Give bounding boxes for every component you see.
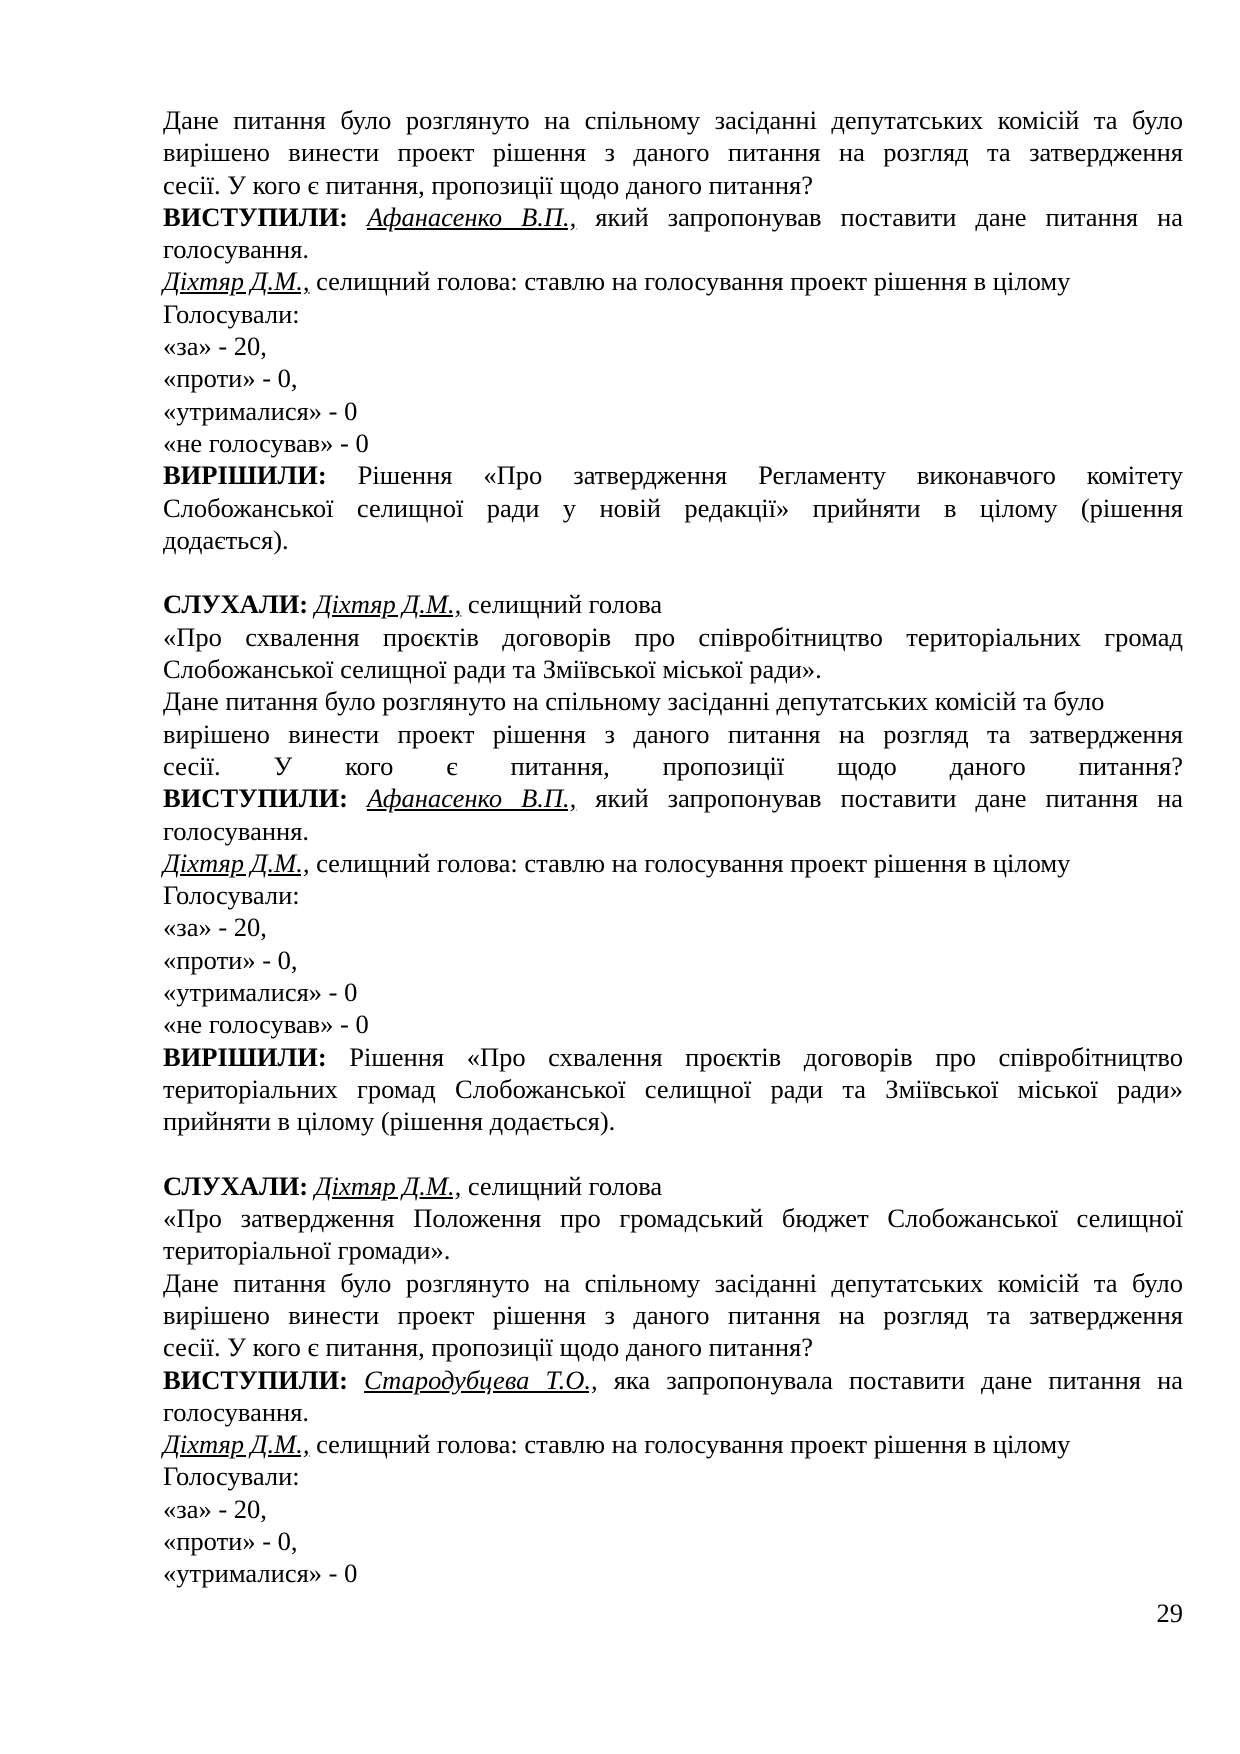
section-label-vyrishyly: ВИРІШИЛИ:: [163, 460, 327, 491]
speaker-text: селищний голова: ставлю на голосування проект рішення в цілому: [309, 1429, 1071, 1460]
blank-line: [163, 556, 1183, 588]
text-line: «проти» - 0,: [163, 944, 298, 975]
section-label-vystupyly: ВИСТУПИЛИ:: [163, 201, 348, 232]
section-label-vystupyly: ВИСТУПИЛИ:: [163, 783, 348, 814]
document-body: [163, 104, 1183, 1590]
text-line: «за» - 20,: [163, 912, 267, 943]
speaker-text: селищний голова: ставлю на голосування проект рішення в цілому: [309, 847, 1071, 878]
speaker-name: Діхтяр Д.М.,: [163, 1429, 310, 1460]
decision-line: [163, 1041, 1183, 1073]
speaker-name: Стародубцева Т.О.,: [364, 1364, 598, 1395]
text-line: «Про схвалення проєктів договорів про співробітництво територіальних громад: [163, 621, 1183, 652]
text-line: Голосували:: [163, 880, 300, 911]
text-line: сесії. У кого є питання, пропозиції щодо даного питання?: [163, 750, 1183, 781]
decision-text: Рішення «Про схвалення проєктів договорів про співробітництво: [326, 1041, 1183, 1072]
heard-line: [163, 588, 1183, 620]
text-line: сесії. У кого є питання, пропозиції щодо даного питання?: [163, 169, 813, 200]
speaker-name: Афанасенко В.П.,: [366, 783, 577, 814]
text-line: «утрималися» - 0: [163, 1558, 358, 1589]
text-line: «за» - 20,: [163, 1493, 267, 1524]
text-line: територіальної громади».: [163, 1235, 451, 1266]
speaker-name: Діхтяр Д.М.,: [314, 589, 462, 620]
text-line: Слобожанської селищної ради у новій редакції» прийняти в цілому (рішення: [163, 492, 1183, 523]
text-line: Голосували:: [163, 298, 300, 329]
blank-line: [163, 1138, 1183, 1170]
text-line: «не голосував» - 0: [163, 1009, 369, 1040]
text-line: сесії. У кого є питання, пропозиції щодо даного питання?: [163, 1332, 813, 1363]
text-line: Голосували:: [163, 1461, 300, 1492]
text-line: «за» - 20,: [163, 331, 267, 362]
text-line: вирішено винести проект рішення з даного питання на розгляд та затвердження: [163, 718, 1183, 749]
speaker-line: [163, 1428, 1183, 1460]
speaker-text: який запропонував поставити дане питання на: [576, 783, 1183, 814]
text-line: «утрималися» - 0: [163, 395, 358, 426]
text-line: додається).: [163, 524, 289, 555]
section-label-vystupyly: ВИСТУПИЛИ:: [163, 1364, 348, 1395]
speaker-text: селищний голова: [461, 589, 663, 620]
text-line: Дане питання було розглянуто на спільному засіданні депутатських комісій та було: [163, 686, 1105, 717]
text-line: вирішено винести проект рішення з даного питання на розгляд та затвердження: [163, 137, 1183, 168]
text-line: «не голосував» - 0: [163, 427, 369, 458]
speaker-name: Діхтяр Д.М.,: [163, 847, 310, 878]
text-line: прийняти в цілому (рішення додається).: [163, 1106, 616, 1137]
text-line: голосування.: [163, 815, 310, 846]
speakers-line: [163, 1364, 1183, 1396]
text-line: Слобожанської селищної ради та Зміївської міської ради».: [163, 654, 822, 685]
speaker-name: Діхтяр Д.М.,: [163, 266, 310, 297]
speakers-line: [163, 782, 1183, 814]
section-label-vyrishyly: ВИРІШИЛИ:: [163, 1041, 327, 1072]
text-line: «Про затвердження Положення про громадський бюджет Слобожанської селищної: [163, 1203, 1183, 1234]
heard-line: [163, 1170, 1183, 1202]
text-line: голосування.: [163, 1396, 310, 1427]
text-line: вирішено винести проект рішення з даного питання на розгляд та затвердження: [163, 1299, 1183, 1330]
text-line: Дане питання було розглянуто на спільному засіданні депутатських комісій та було: [163, 1267, 1183, 1298]
speaker-text: яка запропонувала поставити дане питання на: [597, 1364, 1183, 1395]
text-line: «утрималися» - 0: [163, 977, 358, 1008]
speaker-line: [163, 847, 1183, 879]
speaker-text: селищний голова: [461, 1170, 663, 1201]
speaker-name: Афанасенко В.П.,: [366, 201, 577, 232]
text-line: територіальних громад Слобожанської селищної ради та Зміївської міської ради»: [163, 1073, 1183, 1104]
section-label-sluhaly: СЛУХАЛИ:: [163, 1170, 309, 1201]
speaker-line: [163, 265, 1183, 297]
section-label-sluhaly: СЛУХАЛИ:: [163, 589, 309, 620]
decision-text: Рішення «Про затвердження Регламенту виконавчого комітету: [326, 460, 1183, 491]
text-line: «проти» - 0,: [163, 1526, 298, 1557]
speaker-text: селищний голова: ставлю на голосування проект рішення в цілому: [309, 266, 1071, 297]
text-line: «проти» - 0,: [163, 363, 298, 394]
decision-line: [163, 459, 1183, 491]
speaker-name: Діхтяр Д.М.,: [314, 1170, 462, 1201]
text-line: голосування.: [163, 234, 310, 265]
speaker-text: який запропонував поставити дане питання на: [576, 201, 1183, 232]
text-line: Дане питання було розглянуто на спільному засіданні депутатських комісій та було: [163, 105, 1183, 135]
page-number: 29: [1156, 1598, 1183, 1628]
speakers-line: [163, 201, 1183, 233]
